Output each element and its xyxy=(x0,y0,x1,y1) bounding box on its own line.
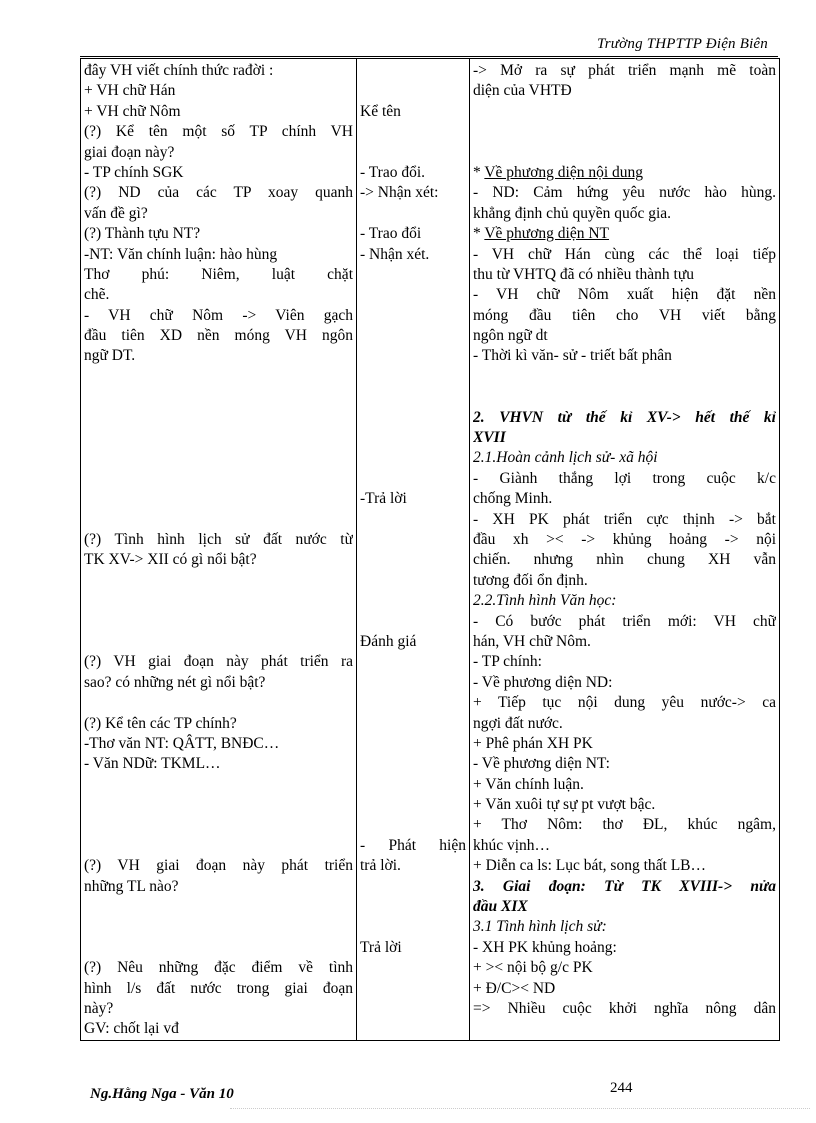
header-divider xyxy=(80,56,778,57)
text-line: (?) Thành tựu NT? xyxy=(84,225,201,243)
text-line: hình l/s đất nước trong giai đoạn xyxy=(84,979,353,997)
text-line xyxy=(360,591,466,611)
text-line xyxy=(360,775,466,795)
text-line: GV: chốt lại vđ xyxy=(84,1020,179,1038)
text-line: => Nhiều cuộc khởi nghĩa nông dân xyxy=(473,999,776,1017)
text-line: hán, VH chữ Nôm. xyxy=(473,632,591,650)
footer-author: Ng.Hằng Nga - Văn 10 xyxy=(90,1086,234,1102)
text-line xyxy=(360,917,466,937)
text-line: - ND: Cảm hứng yêu nước hào hùng. xyxy=(473,184,776,202)
text-line: - VH chữ Hán cùng các thể loại tiếp xyxy=(473,245,776,263)
text-line: đầu tiên XD nền móng VH ngôn xyxy=(84,327,353,345)
text-line: - VH chữ Nôm -> Viên gạch xyxy=(84,306,353,324)
text-line: + >< nội bộ g/c PK xyxy=(473,959,593,977)
text-line: chống Minh. xyxy=(473,490,553,508)
text-line: 3. Giai đoạn: Từ TK XVIII-> nửa xyxy=(473,877,776,895)
text-line xyxy=(360,673,466,693)
text-line xyxy=(360,530,466,550)
text-line xyxy=(84,469,353,489)
text-line xyxy=(84,632,353,652)
text-line xyxy=(84,387,353,407)
text-line: + Phê phán XH PK xyxy=(473,734,593,752)
text-line xyxy=(360,387,466,407)
text-line: Trả lời xyxy=(360,938,402,956)
text-line: - Thời kì văn- sử - triết bất phân xyxy=(473,347,672,365)
text-line: vấn đề gì? xyxy=(84,204,148,222)
text-line xyxy=(360,754,466,774)
text-line xyxy=(84,448,353,468)
text-line xyxy=(84,408,353,428)
text-line xyxy=(360,367,466,387)
text-line: + Đ/C>< ND xyxy=(473,979,556,997)
text-line: - XH PK khủng hoảng: xyxy=(473,938,617,956)
text-line: * Về phương diện nội dung xyxy=(473,163,644,181)
text-line xyxy=(360,61,466,81)
text-line: (?) Nêu những đặc điểm về tình xyxy=(84,959,353,977)
text-line xyxy=(84,591,353,611)
text-line: đây VH viết chính thức rađời : xyxy=(84,62,274,79)
text-line xyxy=(360,346,466,366)
text-line: này? xyxy=(84,999,114,1017)
lesson-table xyxy=(80,58,780,1041)
text-line: + VH chữ Hán xyxy=(84,82,176,100)
text-line xyxy=(84,367,353,387)
text-line xyxy=(84,571,353,591)
text-line: trả lời. xyxy=(360,857,401,875)
text-line: sao? có những nét gì nổi bật? xyxy=(84,673,266,691)
text-line: diện của VHTĐ xyxy=(473,82,572,100)
teacher-student-activity-column xyxy=(81,59,357,1041)
text-line xyxy=(473,387,776,407)
underlined-heading: Về phương diện nội dung xyxy=(484,163,644,181)
table-row xyxy=(81,59,780,1041)
text-line xyxy=(473,143,776,163)
school-header: Trường THPTTP Điện Biên xyxy=(597,36,768,52)
text-line: đầu xh >< -> khủng hoảng -> nội xyxy=(473,530,776,548)
text-line: thu từ VHTQ đã có nhiều thành tựu xyxy=(473,265,694,283)
text-line: (?) ND của các TP xoay quanh xyxy=(84,184,353,202)
text-line: (?) VH giai đoạn này phát triển ra xyxy=(84,653,353,671)
text-line: + Diễn ca ls: Lục bát, song thất LB… xyxy=(473,857,707,875)
text-line: - Phát hiện xyxy=(360,836,466,854)
text-line: XVII xyxy=(473,429,506,447)
text-line: đầu XIX xyxy=(473,898,528,916)
text-line: + VH chữ Nôm xyxy=(84,102,181,120)
text-line xyxy=(360,734,466,754)
text-line xyxy=(360,122,466,142)
text-line: tương đối ổn định. xyxy=(473,571,588,589)
text-line: 2. VHVN từ thế kỉ XV-> hết thế kỉ xyxy=(473,408,776,426)
text-line: chẽ. xyxy=(84,286,110,304)
text-line: + Tiếp tục nội dung yêu nước-> ca xyxy=(473,694,776,712)
text-line: -> Nhận xét: xyxy=(360,184,439,202)
text-line: Thơ phú: Niêm, luật chặt xyxy=(84,265,353,283)
text-line xyxy=(360,285,466,305)
text-line: -Thơ văn NT: QÂTT, BNĐC… xyxy=(84,734,280,752)
text-line: 3.1 Tình hình lịch sử: xyxy=(473,918,607,936)
text-line: -> Mở ra sự phát triển mạnh mẽ toàn xyxy=(473,62,776,79)
text-line xyxy=(84,428,353,448)
text-line: - Trao đổi xyxy=(360,225,422,243)
text-line xyxy=(473,102,776,122)
text-line xyxy=(360,897,466,917)
text-line: khẳng định chủ quyền quốc gia. xyxy=(473,204,672,222)
text-line xyxy=(360,652,466,672)
text-line: - Về phương diện ND: xyxy=(473,673,613,691)
text-line: - TP chính: xyxy=(473,653,542,671)
underlined-heading: Về phương diện NT xyxy=(484,225,610,243)
text-line: (?) Kể tên các TP chính? xyxy=(84,714,237,732)
text-line xyxy=(473,367,776,387)
text-line: + Văn xuôi tự sự pt vượt bậc. xyxy=(473,796,656,814)
text-line: - Có bước phát triển mới: VH chữ xyxy=(473,612,776,630)
text-line: -NT: Văn chính luận: hào hùng xyxy=(84,245,278,263)
text-line xyxy=(360,265,466,285)
text-line: ngôn ngữ dt xyxy=(473,327,548,345)
text-line: - Giành thắng lợi trong cuộc k/c xyxy=(473,469,776,487)
text-line: - VH chữ Nôm xuất hiện đặt nền xyxy=(473,286,776,304)
text-line: chiến. nhưng nhìn chung XH vẫn xyxy=(473,551,776,569)
text-line: (?) VH giai đoạn này phát triển xyxy=(84,857,353,875)
text-line: Kể tên xyxy=(360,102,401,120)
student-activity-column xyxy=(357,59,470,1041)
text-line xyxy=(360,612,466,632)
text-line: Đánh giá xyxy=(360,632,417,650)
text-line: - Trao đổi. xyxy=(360,163,426,181)
text-line xyxy=(360,571,466,591)
text-line xyxy=(360,306,466,326)
text-line xyxy=(360,714,466,734)
text-line xyxy=(360,877,466,897)
text-line: 2.2.Tình hình Văn học: xyxy=(473,592,617,610)
text-line xyxy=(360,408,466,428)
text-line: 2.1.Hoàn cảnh lịch sử- xã hội xyxy=(473,449,658,467)
text-line: giai đoạn này? xyxy=(84,143,175,161)
text-line xyxy=(360,326,466,346)
text-line xyxy=(360,815,466,835)
text-line xyxy=(360,204,466,224)
text-line: (?) Tình hình lịch sử đất nước từ xyxy=(84,530,353,548)
text-line xyxy=(473,122,776,142)
text-line xyxy=(84,938,353,958)
text-line xyxy=(84,815,353,835)
text-line xyxy=(360,550,466,570)
text-line: - Văn NDữ: TKML… xyxy=(84,755,221,773)
text-line xyxy=(84,612,353,632)
text-line: - Nhận xét. xyxy=(360,245,430,263)
text-line xyxy=(360,693,466,713)
text-line xyxy=(84,489,353,509)
text-line: những TL nào? xyxy=(84,877,179,895)
text-line xyxy=(84,836,353,856)
text-line xyxy=(84,775,353,795)
text-line: - Về phương diện NT: xyxy=(473,755,610,773)
text-line xyxy=(360,795,466,815)
text-line: khúc vịnh… xyxy=(473,836,551,854)
text-line: (?) Kể tên một số TP chính VH xyxy=(84,123,353,141)
text-line xyxy=(84,693,353,713)
text-line xyxy=(84,795,353,815)
text-line xyxy=(84,510,353,530)
text-line xyxy=(84,897,353,917)
text-line xyxy=(360,448,466,468)
text-line: -Trả lời xyxy=(360,490,407,508)
content-column xyxy=(470,59,780,1041)
text-line xyxy=(360,81,466,101)
text-line xyxy=(360,469,466,489)
text-line: + Thơ Nôm: thơ ĐL, khúc ngâm, xyxy=(473,816,776,834)
footer-dotted-rule xyxy=(230,1108,810,1109)
text-line xyxy=(360,428,466,448)
text-line: TK XV-> XII có gì nổi bật? xyxy=(84,551,257,569)
text-line: - TP chính SGK xyxy=(84,163,184,181)
page-number: 244 xyxy=(610,1080,633,1096)
text-line: * Về phương diện NT xyxy=(473,225,610,243)
text-line xyxy=(84,917,353,937)
text-line: móng đầu tiên cho VH viết bằng xyxy=(473,306,776,324)
text-line xyxy=(360,510,466,530)
text-line xyxy=(360,143,466,163)
text-line: ngữ DT. xyxy=(84,347,136,365)
text-line: - XH PK phát triển cực thịnh -> bắt xyxy=(473,510,776,528)
text-line: ngợi đất nước. xyxy=(473,714,563,732)
text-line: + Văn chính luận. xyxy=(473,775,584,793)
